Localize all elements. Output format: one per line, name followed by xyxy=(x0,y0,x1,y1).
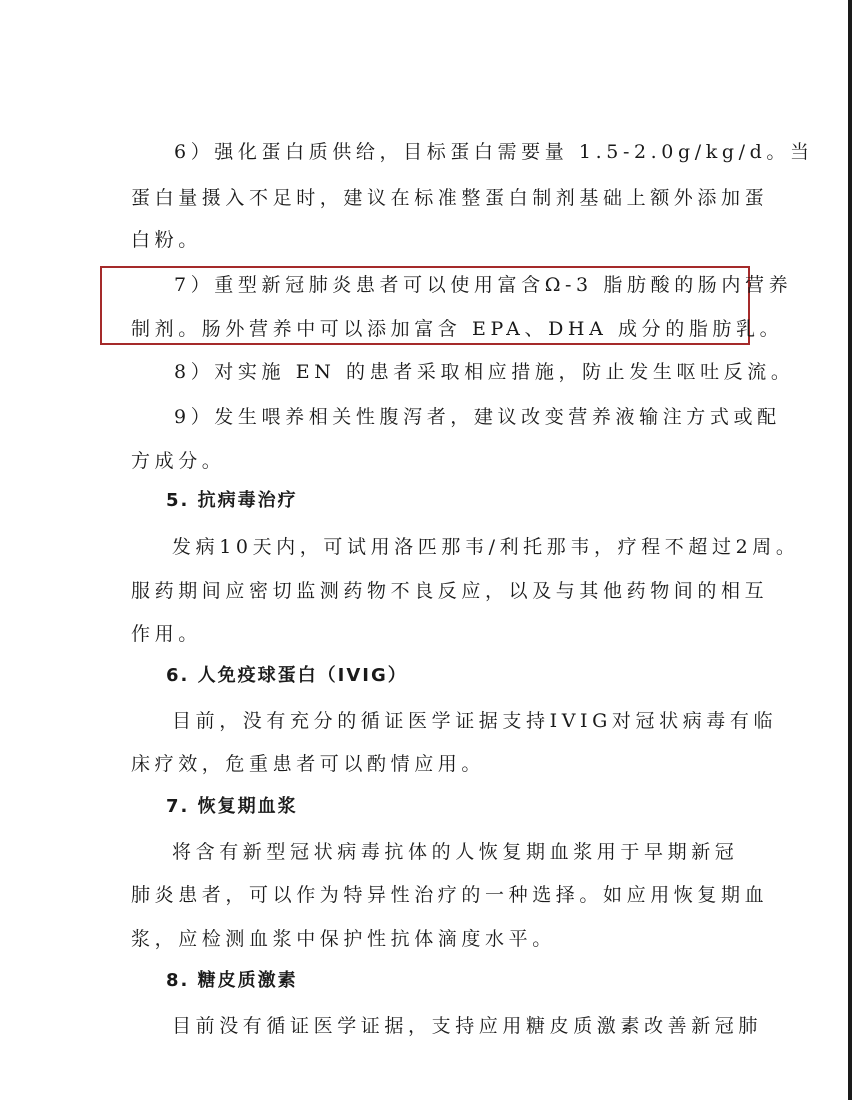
paragraph-line: 服药期间应密切监测药物不良反应，以及与其他药物间的相互 xyxy=(131,580,769,602)
section-heading: 8. 糖皮质激素 xyxy=(166,970,298,991)
paragraph-line: 制剂。肠外营养中可以添加富含 EPA、DHA 成分的脂肪乳。 xyxy=(131,318,784,340)
paragraph-line: 将含有新型冠状病毒抗体的人恢复期血浆用于早期新冠 xyxy=(172,841,739,863)
paragraph-line: 6）强化蛋白质供给，目标蛋白需要量 1.5-2.0g/kg/d。当 xyxy=(174,141,814,163)
section-heading: 7. 恢复期血浆 xyxy=(166,796,298,817)
page-edge-border xyxy=(848,0,852,1100)
paragraph-line: 白粉。 xyxy=(131,229,202,251)
section-heading: 5. 抗病毒治疗 xyxy=(166,490,298,511)
paragraph-line: 肺炎患者，可以作为特异性治疗的一种选择。如应用恢复期血 xyxy=(131,884,769,906)
paragraph-line: 方成分。 xyxy=(131,450,226,472)
paragraph-line: 8）对实施 EN 的患者采取相应措施，防止发生呕吐反流。 xyxy=(174,361,795,383)
paragraph-line: 目前，没有充分的循证医学证据支持IVIG对冠状病毒有临 xyxy=(172,710,778,732)
paragraph-line: 目前没有循证医学证据，支持应用糖皮质激素改善新冠肺 xyxy=(172,1015,763,1037)
paragraph-line: 床疗效，危重患者可以酌情应用。 xyxy=(131,753,486,775)
paragraph-line: 蛋白量摄入不足时，建议在标准整蛋白制剂基础上额外添加蛋 xyxy=(131,187,769,209)
paragraph-line: 作用。 xyxy=(131,623,202,645)
paragraph-line: 浆，应检测血浆中保护性抗体滴度水平。 xyxy=(131,928,556,950)
paragraph-line: 发病10天内，可试用洛匹那韦/利托那韦，疗程不超过2周。 xyxy=(172,536,800,558)
section-heading: 6. 人免疫球蛋白（IVIG） xyxy=(166,665,408,686)
paragraph-line: 7）重型新冠肺炎患者可以使用富含Ω-3 脂肪酸的肠内营养 xyxy=(174,274,793,296)
paragraph-line: 9）发生喂养相关性腹泻者，建议改变营养液输注方式或配 xyxy=(174,406,781,428)
